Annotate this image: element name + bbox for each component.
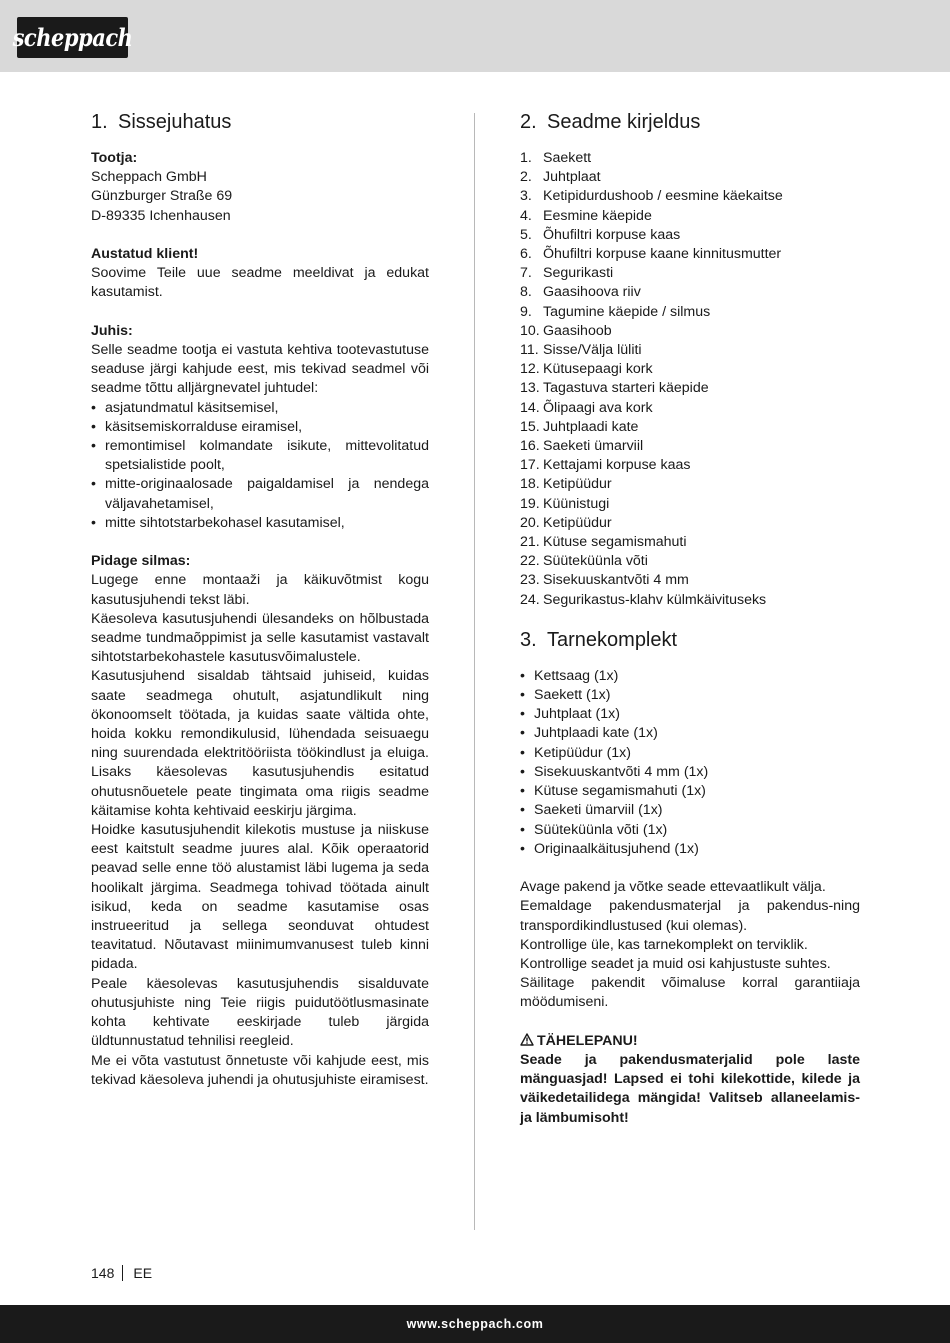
parts-list-item: [520, 591, 860, 610]
parts-list-item: [520, 379, 860, 398]
part-number: 19.: [520, 495, 540, 512]
parts-list-item: [520, 552, 860, 571]
note-text: Selle seadme tootja ei vastuta kehtiva tootevastutuse seaduse järgi kahjude eest, mis tekivad seadmel või seadme tõttu alljärgnevatel juhtudel:: [91, 342, 429, 397]
footer-separator: [122, 1265, 123, 1281]
note-bullet-item: • käsitsemiskorralduse eiramisel,: [91, 418, 429, 437]
parts-list-item: [520, 149, 860, 168]
section-title-description: 2. Seadme kirjeldus: [520, 111, 701, 133]
part-number: 20.: [520, 514, 540, 531]
part-number: 3.: [520, 188, 532, 205]
parts-list-item: [520, 399, 860, 418]
part-number: 2.: [520, 169, 532, 186]
unpacking-line: Avage pakend ja võtke seade ettevaatlikult välja.: [520, 879, 826, 896]
delivery-item: • Süüteküünla võti (1x): [520, 821, 860, 840]
parts-list-item: [520, 264, 860, 283]
observe-paragraph: Lugege enne montaaži ja käikuvõtmist kogu kasutusjuhendi tekst läbi.: [91, 572, 429, 608]
unpacking-line: Kontrollige seadet ja muid osi kahjustuste suhtes.: [520, 955, 831, 972]
note-bullet-item: • asjatundmatul käsitsemisel,: [91, 399, 429, 418]
page-number: 148: [91, 1265, 115, 1281]
note-bullet-list: [91, 399, 429, 533]
part-number: 22.: [520, 553, 540, 570]
part-number: 8.: [520, 284, 532, 301]
note-label: Juhis:: [91, 322, 133, 339]
delivery-item: • Juhtplaadi kate (1x): [520, 724, 860, 743]
part-name: Saeketi ümarviil: [543, 438, 644, 455]
observe-label: Pidage silmas:: [91, 553, 191, 570]
unpacking-line: Säilitage pakendit võimaluse korral garantiiaja möödumiseni.: [520, 975, 860, 1011]
delivery-item: • Juhtplaat (1x): [520, 705, 860, 724]
parts-list-item: [520, 245, 860, 264]
delivery-item: • Kütuse segamismahuti (1x): [520, 782, 860, 801]
parts-list-item: [520, 475, 860, 494]
part-name: Segurikastus-klahv külmkäivituseks: [543, 591, 767, 608]
part-number: 23.: [520, 572, 540, 589]
part-number: 1.: [520, 150, 532, 166]
part-name: Eesmine käepide: [543, 207, 652, 224]
right-column: [520, 110, 860, 1128]
part-name: Õhufiltri korpuse kaas: [543, 226, 681, 243]
part-name: Ketipüüdur: [543, 476, 612, 493]
part-number: 21.: [520, 534, 540, 551]
customer-label: Austatud klient!: [91, 246, 199, 262]
parts-list-item: [520, 303, 860, 322]
part-number: 18.: [520, 476, 540, 493]
part-number: 4.: [520, 207, 532, 224]
part-number: 10.: [520, 322, 540, 339]
part-name: Saekett: [543, 150, 592, 166]
unpacking-instructions: [520, 878, 860, 1012]
parts-list-item: [520, 437, 860, 456]
section-title-delivery: 3. Tarnekomplekt: [520, 628, 678, 651]
manufacturer-address: [91, 168, 429, 226]
left-column: [91, 110, 429, 1090]
unpacking-line: Kontrollige üle, kas tarnekomplekt on terviklik.: [520, 936, 808, 953]
part-number: 6.: [520, 246, 532, 263]
part-name: Kütuse segamismahuti: [543, 534, 687, 551]
language-code: EE: [133, 1265, 153, 1281]
unpacking-line: Eemaldage pakendusmaterjal ja pakendus-ning transpordikindlustused (kui olemas).: [520, 898, 860, 934]
part-name: Kettajami korpuse kaas: [543, 457, 691, 474]
part-name: Sisse/Välja lüliti: [543, 342, 642, 359]
brand-logo: [12, 17, 133, 58]
observe-paragraph: Kasutusjuhend sisaldab tähtsaid juhiseid, kuidas saate seadmega ohutult, asjatundlikult ning ökonoomselt töötada, ja kuidas saate vältida ohte, hoida kokku remondikulusid, lühendada seisuaegu ning suurendada elektritööriista töökindlust ja eluiga. Lisaks käesolevas kasutusjuhendis esitatud ohutusnõuetele peate tingimata oma riigis seadme käitamise kohta kehtivaid eeskirju järgima.: [91, 668, 429, 819]
parts-list-item: [520, 495, 860, 514]
note-bullet-item: • mitte-originaalosade paigaldamisel ja nendega väljavahetamisel,: [91, 475, 429, 513]
warning-triangle-icon: [520, 1033, 534, 1046]
part-name: Süüteküünla võti: [543, 553, 648, 570]
website-link[interactable]: www.scheppach.com: [406, 1317, 544, 1331]
parts-list-item: [520, 360, 860, 379]
part-name: Juhtplaadi kate: [543, 418, 639, 435]
part-name: Gaasihoova riiv: [543, 284, 641, 301]
delivery-item: • Kettsaag (1x): [520, 667, 860, 686]
parts-list-item: [520, 322, 860, 341]
manufacturer-label: Tootja:: [91, 150, 138, 166]
observe-paragraph: Peale käesolevas kasutusjuhendis sisalduvate ohutusjuhiste ning Teie riigis puidutöötlusmasinate kohta kehtivate eeskirjade tuleb järgida üldtunnustatud tehnilisi reegleid.: [91, 975, 429, 1050]
brand-logo-text: scheppach: [12, 23, 133, 52]
warning-text: Seade ja pakendusmaterjalid pole laste mänguasjad! Lapsed ei tohi kilekottide, kilede ja väikedetailidega mängida! Valitseb allaneelamis- ja lämbumisoht!: [520, 1051, 860, 1126]
page-footer-number: [91, 1265, 152, 1281]
parts-list-item: [520, 571, 860, 590]
observe-paragraphs: [91, 571, 429, 1089]
part-name: Küünistugi: [543, 495, 610, 512]
address-line: Günzburger Straße 69: [91, 188, 233, 205]
parts-list-item: [520, 168, 860, 187]
part-name: Juhtplaat: [543, 169, 601, 186]
part-name: Segurikasti: [543, 265, 614, 282]
observe-paragraph: Käesoleva kasutusjuhendi ülesandeks on hõlbustada seadme tundmaõppimist ja selle kasutamist vastavalt sihtotstarbekohastele kasutusvõimalustele.: [91, 610, 429, 666]
part-number: 15.: [520, 418, 540, 435]
part-number: 9.: [520, 303, 532, 320]
part-number: 17.: [520, 457, 540, 474]
part-number: 16.: [520, 438, 540, 455]
parts-list-item: [520, 418, 860, 437]
delivery-item: • Originaalkäitusjuhend (1x): [520, 840, 860, 859]
page-header: [0, 0, 950, 72]
part-name: Tagumine käepide / silmus: [543, 303, 711, 320]
part-name: Õhufiltri korpuse kaane kinnitusmutter: [543, 246, 782, 263]
parts-list-item: [520, 514, 860, 533]
parts-list-item: [520, 456, 860, 475]
address-line: Scheppach GmbH: [91, 169, 207, 186]
parts-list-item: [520, 187, 860, 206]
delivery-item: • Ketipüüdur (1x): [520, 744, 860, 763]
note-bullet-item: • remontimisel kolmandate isikute, mittevolitatud spetsialistide poolt,: [91, 437, 429, 475]
footer-bar: [0, 1305, 950, 1343]
note-bullet-item: • mitte sihtotstarbekohasel kasutamisel,: [91, 514, 429, 533]
part-name: Õlipaagi ava kork: [543, 399, 653, 416]
part-name: Ketipüüdur: [543, 514, 612, 531]
address-line: D-89335 Ichenhausen: [91, 207, 231, 224]
parts-list-item: [520, 341, 860, 360]
warning-heading: TÄHELEPANU!: [520, 1032, 860, 1051]
delivery-list: [520, 667, 860, 859]
delivery-item: • Sisekuuskantvõti 4 mm (1x): [520, 763, 860, 782]
parts-list-item: [520, 283, 860, 302]
delivery-item: • Saeketi ümarviil (1x): [520, 801, 860, 820]
part-number: 13.: [520, 380, 540, 397]
parts-list-item: [520, 207, 860, 226]
observe-paragraph: Me ei võta vastutust õnnetuste või kahjude eest, mis tekivad käesoleva juhendi ja ohutusjuhiste eiramisest.: [91, 1052, 429, 1088]
observe-paragraph: Hoidke kasutusjuhendit kilekotis mustuse ja niiskuse eest kaitstult seadme juures alal. Kõik operaatorid peavad selle enne töö alustamist läbi lugema ja seda hoolikalt järgima. Seadmega tohivad töötada ainult isikud, keda on seadme kasutamise osas instrueeritud ja sellega seonduvat ohtudest teavitatud. Nõutavast miinimumvanusest tuleb kinni pidada.: [91, 822, 429, 973]
part-number: 5.: [520, 226, 532, 243]
part-name: Sisekuuskantvõti 4 mm: [543, 572, 689, 589]
parts-list: [520, 149, 860, 610]
customer-text: Soovime Teile uue seadme meeldivat ja edukat kasutamist.: [91, 265, 429, 301]
part-number: 24.: [520, 591, 540, 608]
parts-list-item: [520, 533, 860, 552]
part-name: Gaasihoob: [543, 322, 612, 339]
parts-list-item: [520, 226, 860, 245]
part-number: 14.: [520, 399, 540, 416]
section-title-introduction: 1. Sissejuhatus: [91, 111, 232, 133]
part-name: Tagastuva starteri käepide: [543, 380, 709, 397]
part-name: Kütusepaagi kork: [543, 361, 653, 378]
part-number: 7.: [520, 265, 532, 282]
delivery-item: • Saekett (1x): [520, 686, 860, 705]
part-number: 11.: [520, 342, 539, 359]
part-name: Ketipidurdushoob / eesmine käekaitse: [543, 188, 783, 205]
column-divider: [474, 113, 475, 1230]
part-number: 12.: [520, 361, 540, 378]
